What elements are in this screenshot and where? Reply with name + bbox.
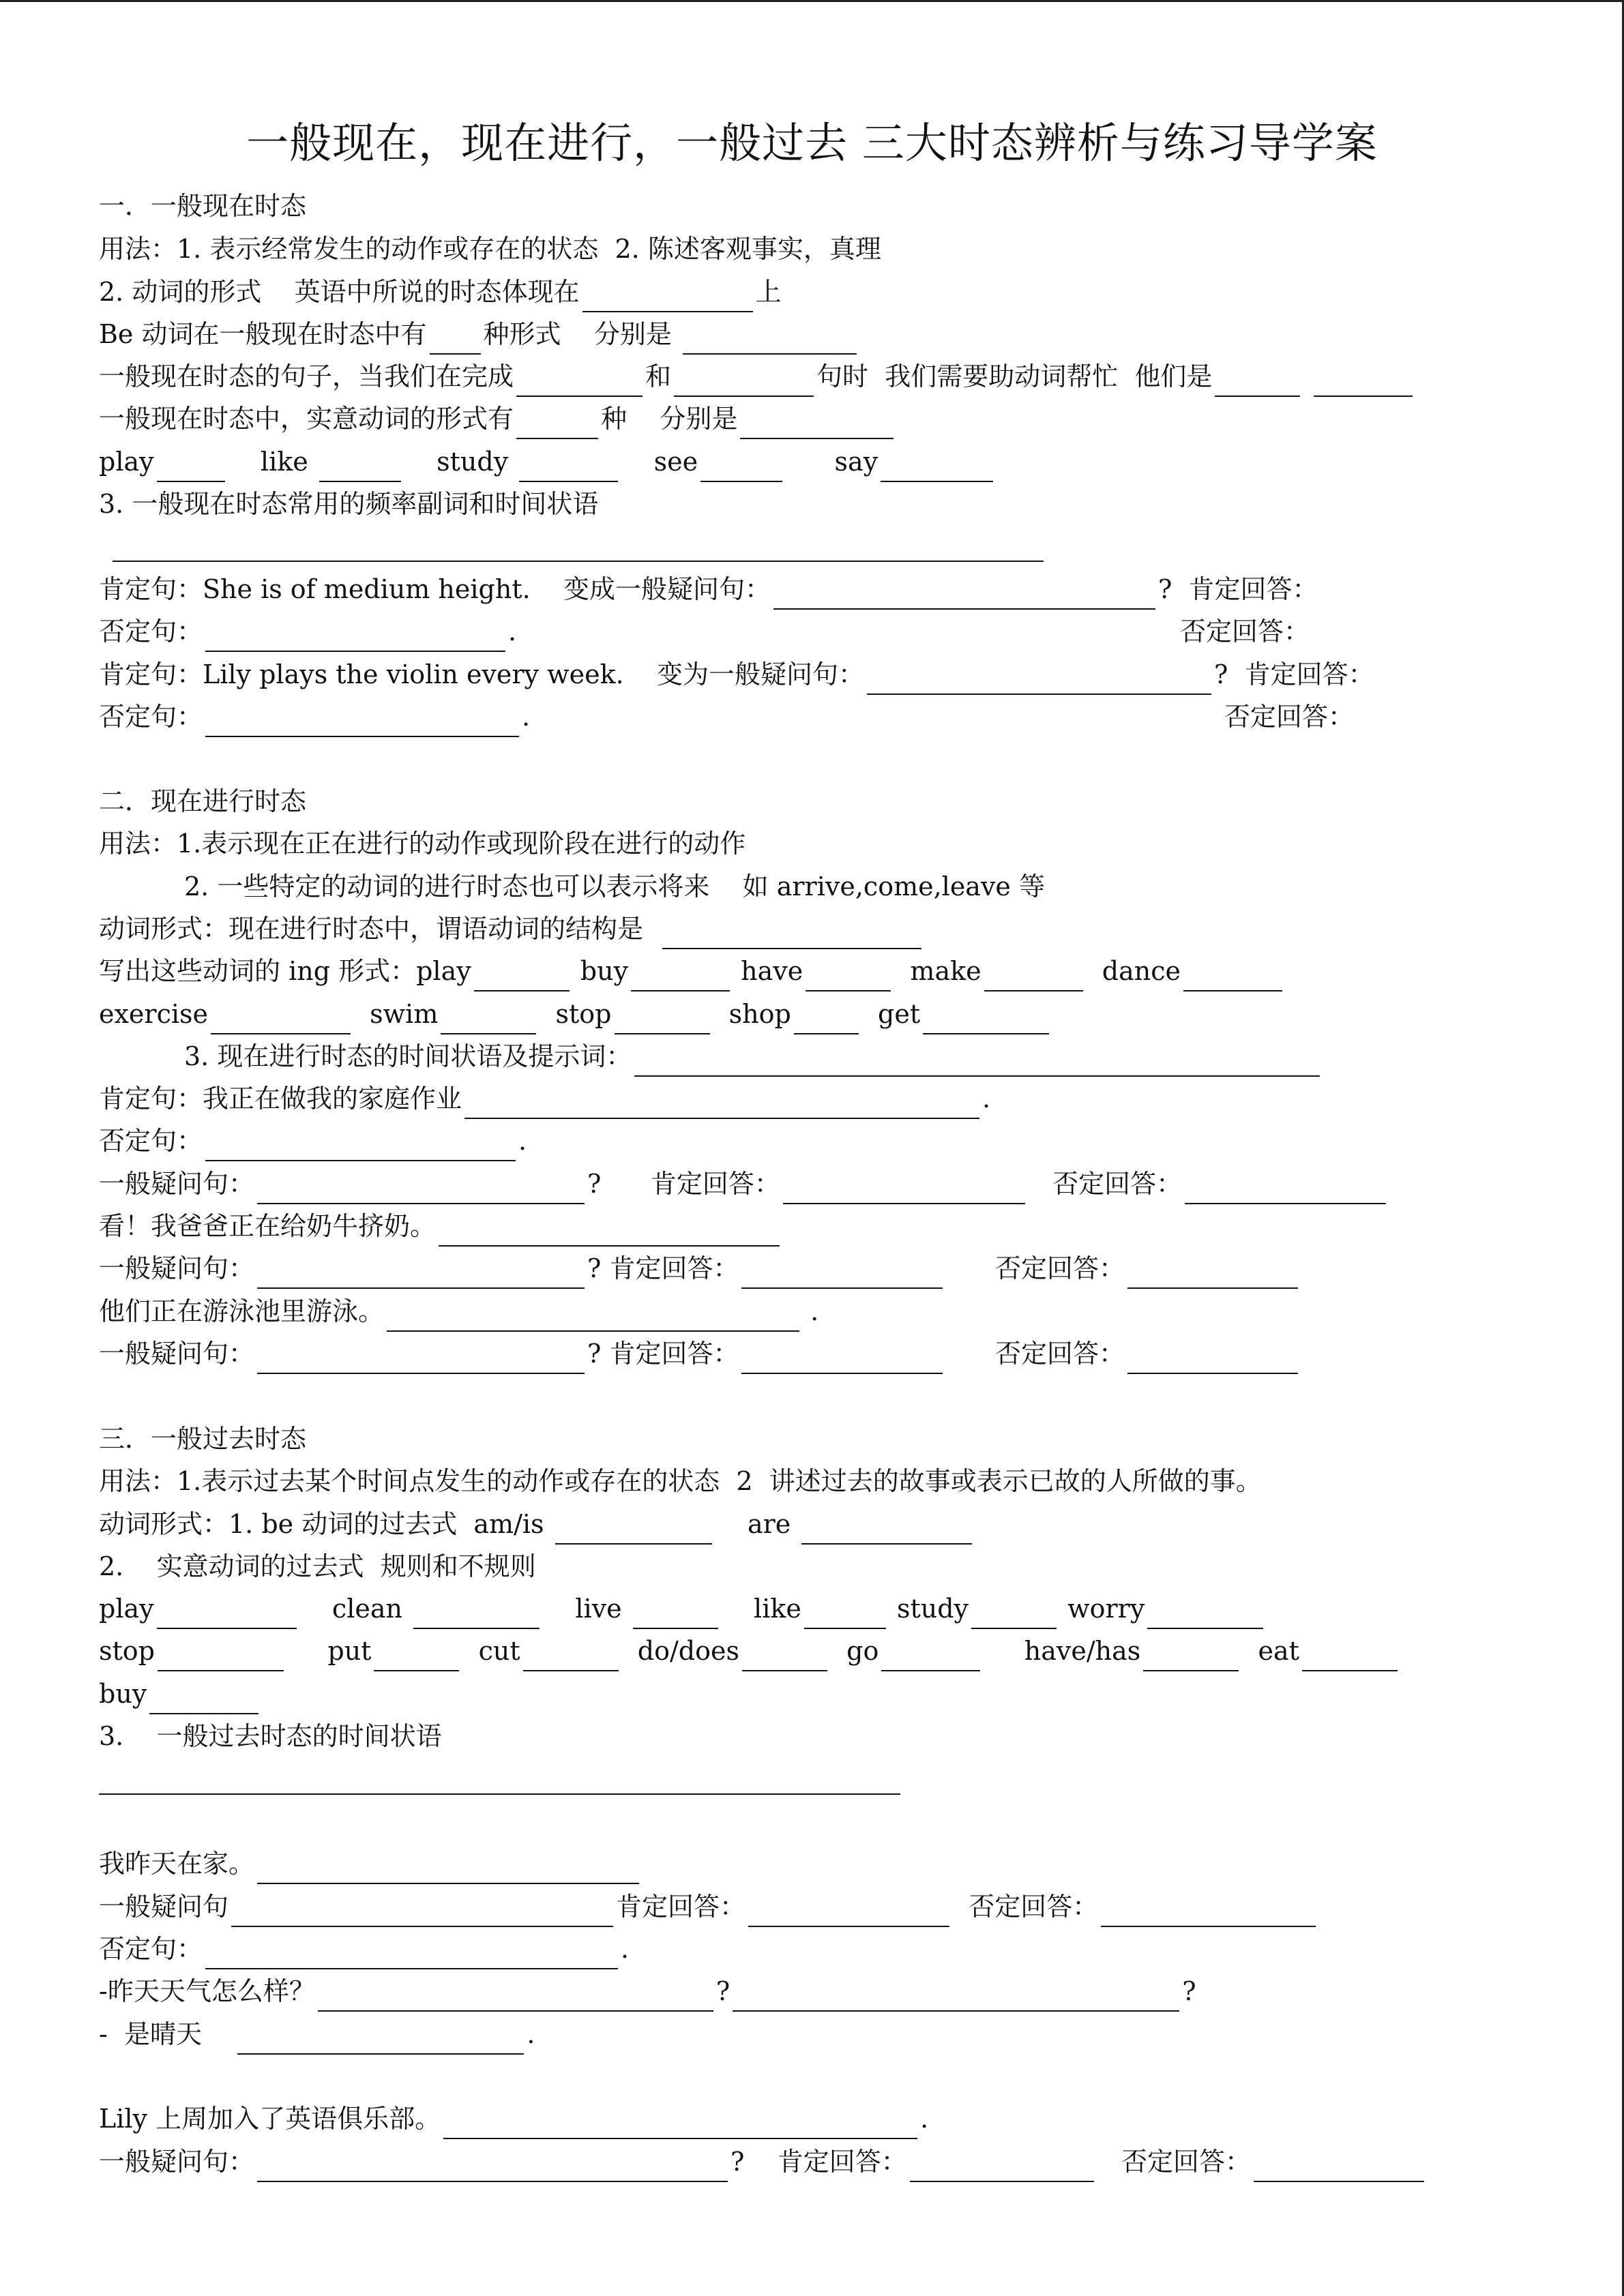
line-text: say — [785, 447, 879, 477]
line-text: get — [861, 999, 921, 1029]
answer-blank[interactable] — [157, 1595, 297, 1629]
answer-blank[interactable] — [374, 1637, 459, 1671]
worksheet-line — [99, 398, 896, 439]
worksheet-line — [99, 1546, 536, 1587]
line-text: ? 肯定回答： — [1214, 659, 1374, 689]
line-text: 一般疑问句： — [99, 1253, 255, 1283]
answer-blank[interactable] — [439, 1212, 780, 1247]
worksheet-line — [99, 823, 745, 864]
answer-blank[interactable] — [237, 2021, 524, 2055]
worksheet-line — [99, 1120, 527, 1161]
answer-blank[interactable] — [806, 957, 891, 992]
answer-blank[interactable] — [1101, 1893, 1316, 1927]
line-text: . — [621, 1934, 630, 1964]
line-text: dance — [1085, 956, 1181, 986]
line-text: 写出这些动词的 ing 形式：play — [99, 956, 471, 986]
answer-blank[interactable] — [318, 1978, 713, 2012]
line-text: 否定回答： — [945, 1253, 1125, 1283]
worksheet-line — [99, 1206, 782, 1247]
answer-line[interactable] — [99, 1793, 900, 1795]
worksheet-line — [99, 1716, 442, 1757]
line-text: 否定句： — [99, 1126, 203, 1156]
worksheet-line — [99, 1461, 1262, 1502]
answer-blank[interactable] — [1183, 957, 1282, 992]
line-text: ? 肯定回答： — [587, 1253, 739, 1283]
answer-blank[interactable] — [257, 1170, 585, 1204]
answer-blank[interactable] — [783, 1170, 1025, 1204]
answer-blank[interactable] — [662, 915, 921, 949]
answer-blank[interactable] — [523, 1637, 619, 1671]
worksheet-line — [99, 2141, 1427, 2182]
line-text: 肯定句：我正在做我的家庭作业 — [99, 1084, 462, 1114]
answer-blank[interactable] — [741, 1340, 943, 1374]
answer-blank[interactable] — [257, 1340, 585, 1374]
answer-blank[interactable] — [741, 1255, 943, 1289]
worksheet-line — [99, 908, 924, 949]
line-text: 否定回答： — [1027, 1169, 1183, 1199]
answer-blank[interactable] — [804, 1595, 886, 1629]
worksheet-line — [99, 2098, 928, 2139]
answer-blank[interactable] — [582, 278, 753, 312]
worksheet-line — [99, 1928, 629, 1969]
answer-blank[interactable] — [733, 1978, 1179, 2012]
answer-blank[interactable] — [683, 320, 857, 355]
line-text: . — [920, 2104, 929, 2134]
answer-blank[interactable] — [205, 1935, 618, 1969]
answer-blank[interactable] — [794, 1000, 859, 1034]
line-text: 3. 现在进行时态的时间状语及提示词： — [184, 1041, 632, 1071]
answer-blank[interactable] — [910, 2148, 1094, 2182]
line-text: 动词形式：1. be 动词的过去式 am/is — [99, 1509, 552, 1539]
line-text: -昨天天气怎么样？ — [99, 1976, 315, 2006]
line-text: 一般疑问句： — [99, 2147, 255, 2177]
line-text: like — [227, 447, 316, 477]
line-text: ? 肯定回答： — [1158, 574, 1318, 604]
line-text: ? 肯定回答： — [587, 1169, 780, 1199]
line-text: 看！我爸爸正在给奶牛挤奶。 — [99, 1211, 437, 1241]
line-text: buy — [99, 1679, 147, 1709]
answer-blank[interactable] — [631, 957, 730, 992]
line-text: 种 分别是 — [601, 404, 738, 434]
line-text: 否定句： — [99, 616, 203, 646]
line-text: 3. 一般过去时态的时间状语 — [99, 1721, 442, 1751]
line-text: study — [403, 447, 517, 477]
line-text: 一．一般现在时态 — [99, 191, 307, 221]
worksheet-line — [99, 2014, 535, 2055]
answer-blank[interactable] — [205, 703, 519, 737]
answer-blank[interactable] — [413, 1595, 540, 1629]
line-text: 一般疑问句： — [99, 1339, 255, 1369]
worksheet-line — [99, 611, 516, 652]
answer-blank[interactable] — [231, 1893, 613, 1927]
line-text: 上 — [755, 277, 782, 307]
answer-blank[interactable] — [387, 1298, 799, 1332]
line-text: 2. 一些特定的动词的进行时态也可以表示将来 如 arrive,come,leave 等 — [184, 871, 1045, 901]
line-text — [1303, 356, 1311, 397]
line-text: 一般现在时态中，实意动词的形式有 — [99, 404, 514, 434]
line-text: . — [508, 616, 517, 646]
answer-blank[interactable] — [923, 1000, 1049, 1034]
line-text: 否定句： — [99, 1934, 203, 1964]
line-text: . — [527, 2019, 535, 2049]
answer-blank[interactable] — [257, 1850, 639, 1884]
line-text: 3. 一般现在时态常用的频率副词和时间状语 — [99, 489, 599, 519]
answer-label: 否定回答： — [1224, 702, 1355, 732]
worksheet-line — [99, 1673, 261, 1714]
line-text: 一般现在时态的句子，当我们在完成 — [99, 361, 514, 391]
answer-blank[interactable] — [1215, 363, 1300, 397]
line-text: stop — [99, 1636, 155, 1666]
worksheet-line — [99, 569, 1318, 610]
line-text: 否定句： — [99, 702, 203, 732]
answer-blank[interactable] — [881, 1637, 980, 1671]
line-text: ? 肯定回答： — [587, 1339, 739, 1369]
answer-blank[interactable] — [748, 1893, 949, 1927]
worksheet-line — [99, 228, 881, 269]
line-text: swim — [353, 999, 439, 1029]
answer-blank[interactable] — [158, 1637, 284, 1671]
answer-blank[interactable] — [1127, 1340, 1298, 1374]
worksheet-line — [99, 1971, 1196, 2012]
line-text: 肯定回答： — [616, 1892, 746, 1922]
line-text: stop — [539, 999, 612, 1029]
worksheet-line — [99, 185, 306, 226]
line-text: 用法：1.表示过去某个时间点发生的动作或存在的状态 2 讲述过去的故事或表示已故的人所做的事。 — [99, 1466, 1262, 1496]
line-text: 肯定句：Lily plays the violin every week. 变为一般疑问句： — [99, 659, 865, 689]
line-text: 肯定句：She is of medium height. 变成一般疑问句： — [99, 574, 771, 604]
line-text: 动词形式：现在进行时态中，谓语动词的结构是 — [99, 914, 660, 944]
line-text: 他们正在游泳池里游泳。 — [99, 1296, 385, 1326]
line-text: 用法：1.表示现在正在进行的动作或现阶段在进行的动作 — [99, 829, 746, 859]
line-text: go — [830, 1636, 879, 1666]
worksheet-line — [99, 1248, 1301, 1289]
line-text: 否定回答： — [945, 1339, 1125, 1369]
line-text: worry — [1059, 1594, 1145, 1624]
answer-blank[interactable] — [211, 1000, 351, 1034]
line-text: 否定回答： — [1096, 2147, 1251, 2177]
line-text: clean — [299, 1594, 411, 1624]
answer-blank[interactable] — [634, 1043, 1320, 1077]
answer-blank[interactable] — [740, 405, 894, 439]
worksheet-line — [99, 1504, 975, 1545]
page-top-border — [0, 0, 1624, 2]
line-text: put — [286, 1636, 372, 1666]
page-title: 一般现在，现在进行，一般过去 三大时态辨析与练习导学案 — [246, 118, 1378, 168]
answer-blank[interactable] — [149, 1680, 259, 1714]
line-text: - 是晴天 — [99, 2019, 235, 2049]
line-text: Be 动词在一般现在时态中有 — [99, 319, 427, 349]
line-text: buy — [572, 956, 629, 986]
line-text: have — [733, 956, 803, 986]
line-text: 三．一般过去时态 — [99, 1424, 307, 1454]
answer-blank[interactable] — [205, 1127, 516, 1161]
answer-blank[interactable] — [1127, 1255, 1298, 1289]
line-text: 一般疑问句 — [99, 1892, 229, 1922]
line-text: do/does — [621, 1636, 739, 1666]
line-text: . — [518, 1126, 527, 1156]
answer-blank[interactable] — [443, 2105, 917, 2139]
worksheet-line — [99, 1843, 642, 1884]
line-text: like — [720, 1594, 801, 1624]
line-text: study — [888, 1594, 969, 1624]
worksheet-line — [99, 441, 996, 482]
worksheet-line — [99, 1078, 990, 1119]
answer-blank[interactable] — [984, 957, 1083, 992]
line-text: ? — [1182, 1976, 1196, 2006]
worksheet-line — [99, 654, 1374, 695]
answer-blank[interactable] — [633, 1595, 718, 1629]
line-text: 否定回答： — [952, 1892, 1099, 1922]
answer-blank[interactable] — [464, 1085, 979, 1119]
line-text: . — [802, 1296, 819, 1326]
worksheet-line — [99, 271, 782, 312]
line-text: make — [894, 956, 981, 986]
line-text: 句时 我们需要助动词帮忙 他们是 — [816, 361, 1213, 391]
line-text: 用法：1. 表示经常发生的动作或存在的状态 2. 陈述客观事实，真理 — [99, 234, 881, 264]
answer-line[interactable] — [113, 561, 1044, 562]
worksheet-line — [99, 1630, 1400, 1671]
line-text: 2. 实意动词的过去式 规则和不规则 — [99, 1551, 536, 1581]
answer-blank[interactable] — [516, 363, 643, 397]
worksheet-line — [99, 951, 1285, 992]
answer-blank[interactable] — [773, 576, 1155, 610]
worksheet-line — [99, 1333, 1301, 1374]
line-text: have/has — [983, 1636, 1141, 1666]
line-text: ? 肯定回答： — [730, 2147, 907, 2177]
answer-blank[interactable] — [674, 363, 814, 397]
line-text: eat — [1241, 1636, 1299, 1666]
answer-blank[interactable] — [1185, 1170, 1386, 1204]
answer-blank[interactable] — [742, 1637, 827, 1671]
line-text: 种形式 分别是 — [483, 319, 680, 349]
worksheet-line — [99, 356, 1415, 397]
answer-blank[interactable] — [801, 1510, 972, 1545]
line-text: are — [714, 1509, 799, 1539]
line-text: play — [99, 447, 154, 477]
answer-blank[interactable] — [971, 1595, 1057, 1629]
worksheet-line — [99, 994, 1052, 1034]
answer-blank[interactable] — [205, 618, 505, 652]
worksheet-line — [99, 781, 306, 822]
line-text: play — [99, 1594, 154, 1624]
line-text: 二．现在进行时态 — [99, 786, 307, 816]
worksheet-line — [99, 1163, 1389, 1204]
answer-blank[interactable] — [881, 448, 993, 482]
answer-blank[interactable] — [1147, 1595, 1263, 1629]
worksheet-line — [184, 1036, 1323, 1077]
line-text: shop — [712, 999, 791, 1029]
answer-blank[interactable] — [157, 448, 225, 482]
worksheet-line — [99, 696, 530, 737]
answer-blank[interactable] — [1302, 1637, 1398, 1671]
line-text: Lily 上周加入了英语俱乐部。 — [99, 2104, 441, 2134]
answer-blank[interactable] — [1143, 1637, 1239, 1671]
answer-blank[interactable] — [474, 957, 570, 992]
worksheet-line — [184, 866, 1045, 907]
line-text: see — [621, 447, 698, 477]
worksheet-line — [99, 1291, 818, 1332]
answer-blank[interactable] — [555, 1510, 712, 1545]
line-text: 和 — [645, 361, 672, 391]
worksheet-line — [99, 1588, 1266, 1629]
answer-blank[interactable] — [441, 1000, 536, 1034]
line-text: . — [522, 702, 531, 732]
worksheet-line — [99, 314, 859, 355]
answer-blank[interactable] — [519, 448, 618, 482]
worksheet-line — [99, 1886, 1318, 1927]
line-text: ? — [715, 1976, 730, 2006]
answer-blank[interactable] — [867, 661, 1211, 695]
answer-blank[interactable] — [516, 405, 598, 439]
line-text: 我昨天在家。 — [99, 1849, 255, 1879]
line-text: 2. 动词的形式 英语中所说的时态体现在 — [99, 277, 580, 307]
worksheet-line — [99, 483, 598, 524]
worksheet-line — [99, 1418, 306, 1459]
answer-blank[interactable] — [257, 1255, 585, 1289]
answer-label: 否定回答： — [1180, 616, 1310, 646]
answer-blank[interactable] — [257, 2148, 728, 2182]
answer-blank[interactable] — [319, 448, 401, 482]
answer-blank[interactable] — [1314, 363, 1413, 397]
line-text: live — [542, 1594, 630, 1624]
line-text: exercise — [99, 999, 208, 1029]
line-text: cut — [462, 1636, 520, 1666]
answer-blank[interactable] — [1254, 2148, 1424, 2182]
answer-blank[interactable] — [615, 1000, 710, 1034]
line-text: 一般疑问句： — [99, 1169, 255, 1199]
answer-blank[interactable] — [700, 448, 782, 482]
line-text: . — [982, 1084, 991, 1114]
answer-blank[interactable] — [430, 320, 481, 355]
